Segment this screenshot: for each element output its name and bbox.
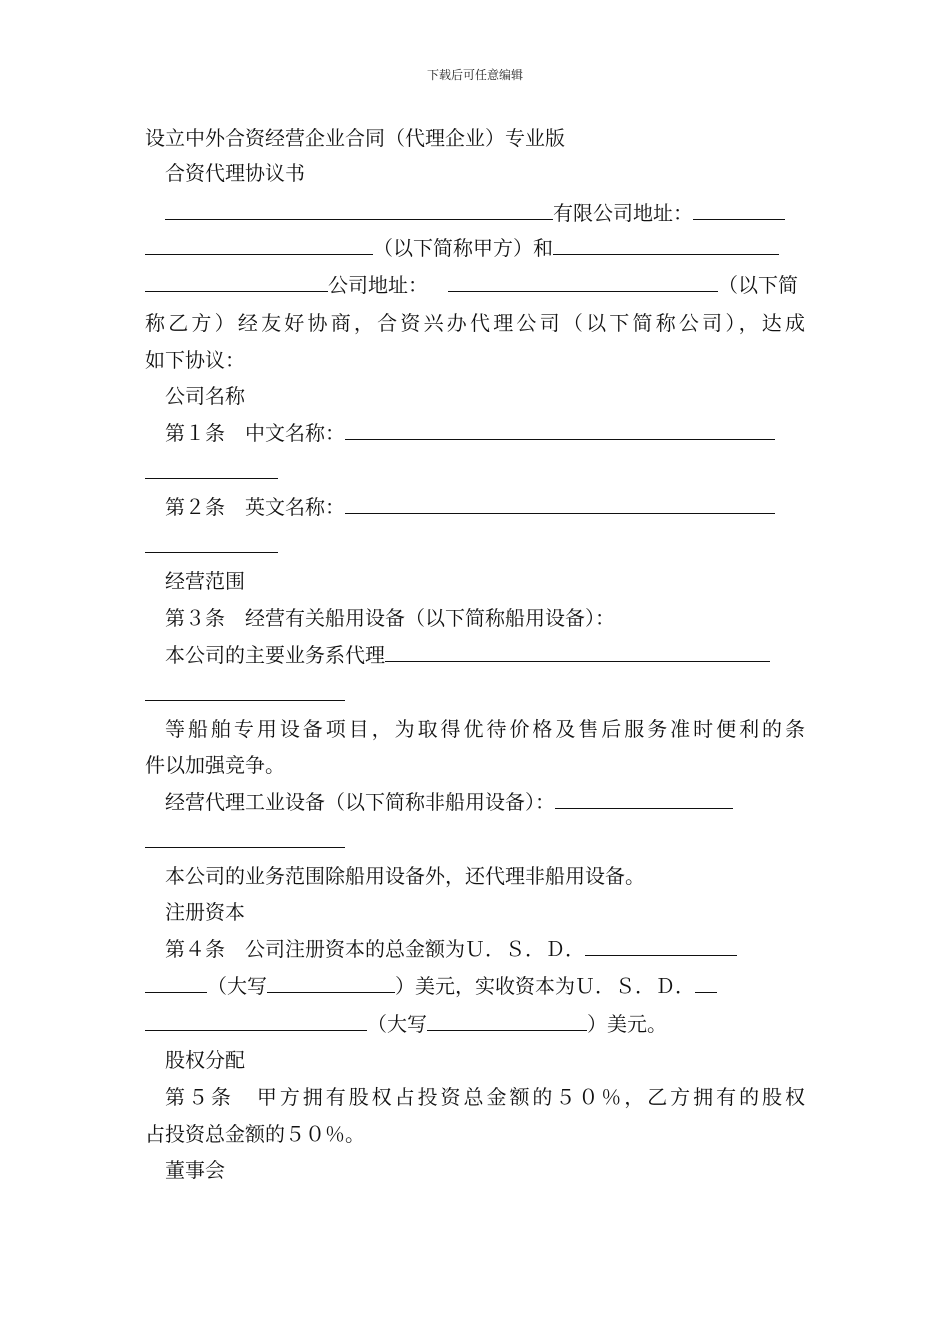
blank-field	[448, 291, 718, 292]
party-a-label: （以下简称甲方）和	[373, 236, 553, 260]
blank-field	[145, 552, 278, 553]
blank-field	[553, 254, 779, 255]
party-a-address-label: 有限公司地址：	[553, 201, 693, 225]
contract-title: 设立中外合资经营企业合同（代理企业）专业版	[145, 126, 565, 150]
agreement-intro-end: 如下协议：	[145, 348, 245, 372]
blank-field	[145, 1030, 367, 1031]
article-2	[165, 495, 805, 519]
blank-field	[145, 254, 373, 255]
section-board: 董事会	[165, 1158, 225, 1182]
blank-field	[693, 219, 785, 220]
blank-field	[427, 1030, 587, 1031]
agreement-intro: 称乙方）经友好协商，合资兴办代理公司（以下简称公司），达成	[145, 311, 805, 335]
business-range-note: 本公司的业务范围除船用设备外，还代理非船用设备。	[165, 864, 645, 888]
industrial-equipment-line	[165, 790, 805, 814]
party-a-continued	[145, 236, 805, 260]
page-header: 下载后可任意编辑	[426, 68, 523, 82]
industrial-equipment-label: 经营代理工业设备（以下简称非船用设备）：	[165, 790, 555, 814]
blank-field	[145, 478, 278, 479]
blank-field	[145, 291, 328, 292]
section-registered-capital: 注册资本	[165, 900, 245, 924]
article-4-end	[145, 1012, 805, 1036]
blank-field	[145, 992, 207, 993]
equipment-paragraph-end: 件以加强竞争。	[145, 753, 285, 777]
article-number: 第２条	[165, 495, 225, 519]
blank-field	[385, 661, 770, 662]
blank-field	[585, 955, 737, 956]
english-name-label: 英文名称：	[245, 495, 345, 519]
blank-field	[267, 992, 395, 993]
equipment-paragraph: 等船舶专用设备项目，为取得优待价格及售后服务准时便利的条	[165, 717, 805, 741]
article-5-end: 占投资总金额的５０％。	[145, 1122, 365, 1146]
paid-in-words-label: （大写	[367, 1012, 427, 1036]
paid-in-capital-label: ）美元，实收资本为Ｕ．Ｓ．Ｄ．	[395, 974, 695, 998]
blank-field	[145, 847, 345, 848]
blank-field	[695, 992, 717, 993]
section-company-name: 公司名称	[165, 384, 245, 408]
article-4	[165, 937, 805, 961]
article-number: 第４条	[165, 937, 225, 961]
party-b-tail: （以下简	[718, 273, 798, 297]
main-business-label: 本公司的主要业务系代理	[165, 643, 385, 667]
article-3-text: 经营有关船用设备（以下简称船用设备）：	[245, 606, 615, 630]
article-3	[165, 606, 805, 630]
blank-field	[345, 439, 775, 440]
blank-field	[345, 513, 775, 514]
capital-in-words-label: （大写	[207, 974, 267, 998]
chinese-name-label: 中文名称：	[245, 421, 345, 445]
blank-field	[145, 700, 345, 701]
blank-field	[555, 808, 733, 809]
article-number: 第１条	[165, 421, 225, 445]
section-equity: 股权分配	[165, 1048, 245, 1072]
article-2-continued	[145, 534, 805, 558]
article-1-continued	[145, 460, 805, 484]
main-business-line	[165, 643, 805, 667]
main-business-continued	[145, 682, 805, 706]
article-5	[165, 1085, 805, 1109]
blank-field	[165, 219, 553, 220]
party-a-line	[165, 201, 805, 225]
party-b-line	[145, 273, 805, 297]
article-1	[165, 421, 805, 445]
section-business-scope: 经营范围	[165, 569, 245, 593]
registered-capital-label: 公司注册资本的总金额为Ｕ．Ｓ．Ｄ．	[245, 937, 585, 961]
article-number: 第５条	[165, 1085, 234, 1109]
industrial-equipment-continued	[145, 829, 805, 853]
party-b-address-label: 公司地址：	[328, 273, 428, 297]
article-number: 第３条	[165, 606, 225, 630]
article-5-text: 甲方拥有股权占投资总金额的５０％，乙方拥有的股权	[253, 1085, 806, 1109]
currency-label: ）美元。	[587, 1012, 667, 1036]
agreement-subtitle: 合资代理协议书	[165, 161, 305, 185]
article-4-continued	[145, 974, 805, 998]
